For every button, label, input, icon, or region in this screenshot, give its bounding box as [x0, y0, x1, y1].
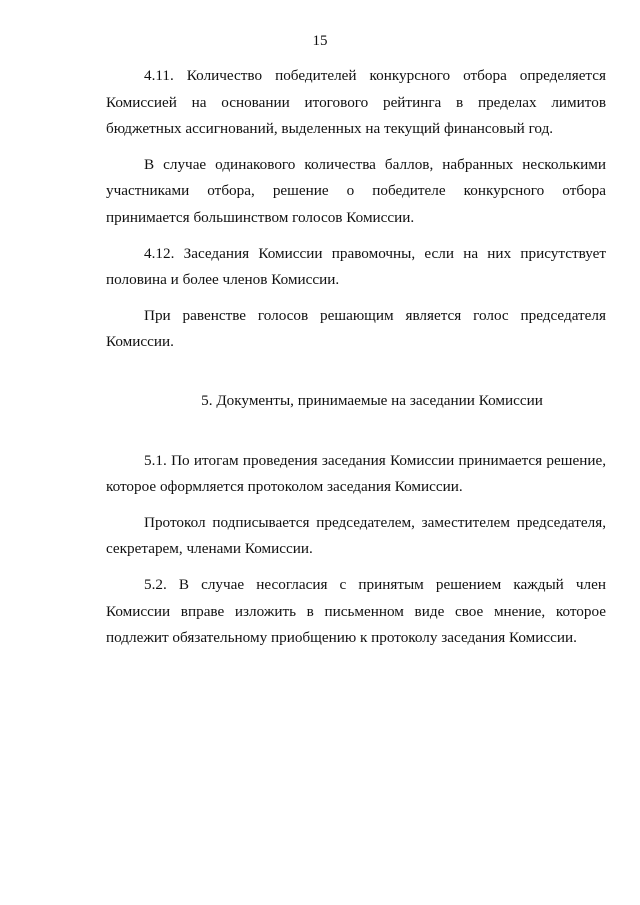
page-number: 15: [312, 33, 328, 49]
paragraph-chairman-vote: При равенстве голосов решающим является голос председателя Комиссии.: [106, 306, 606, 351]
document-body: [106, 63, 606, 661]
paragraph-tie-votes-points: В случае одинакового количества баллов, набранных несколькими участниками отбора, решение о победителе конкурсного отбора принимается большинством голосов Комиссии.: [106, 155, 606, 226]
paragraph-4-12: 4.12. Заседания Комиссии правомочны, если на них присутствует половина и более членов Комиссии.: [106, 244, 606, 289]
paragraph-protocol-signing: Протокол подписывается председателем, заместителем председателя, секретарем, членами Комиссии.: [106, 513, 606, 558]
paragraph-5-2: 5.2. В случае несогласия с принятым решением каждый член Комиссии вправе изложить в письменном виде свое мнение, которое подлежит обязательному приобщению к протоколу заседания Комиссии.: [106, 575, 606, 647]
section-heading: 5. Документы, принимаемые на заседании Комиссии: [201, 391, 543, 409]
paragraph-5-1: 5.1. По итогам проведения заседания Комиссии принимается решение, которое оформляется протоколом заседания Комиссии.: [106, 451, 606, 496]
paragraph-4-11: 4.11. Количество победителей конкурсного отбора определяется Комиссией на основании итогового рейтинга в пределах лимитов бюджетных ассигнований, выделенных на текущий финансовый год.: [106, 67, 606, 138]
